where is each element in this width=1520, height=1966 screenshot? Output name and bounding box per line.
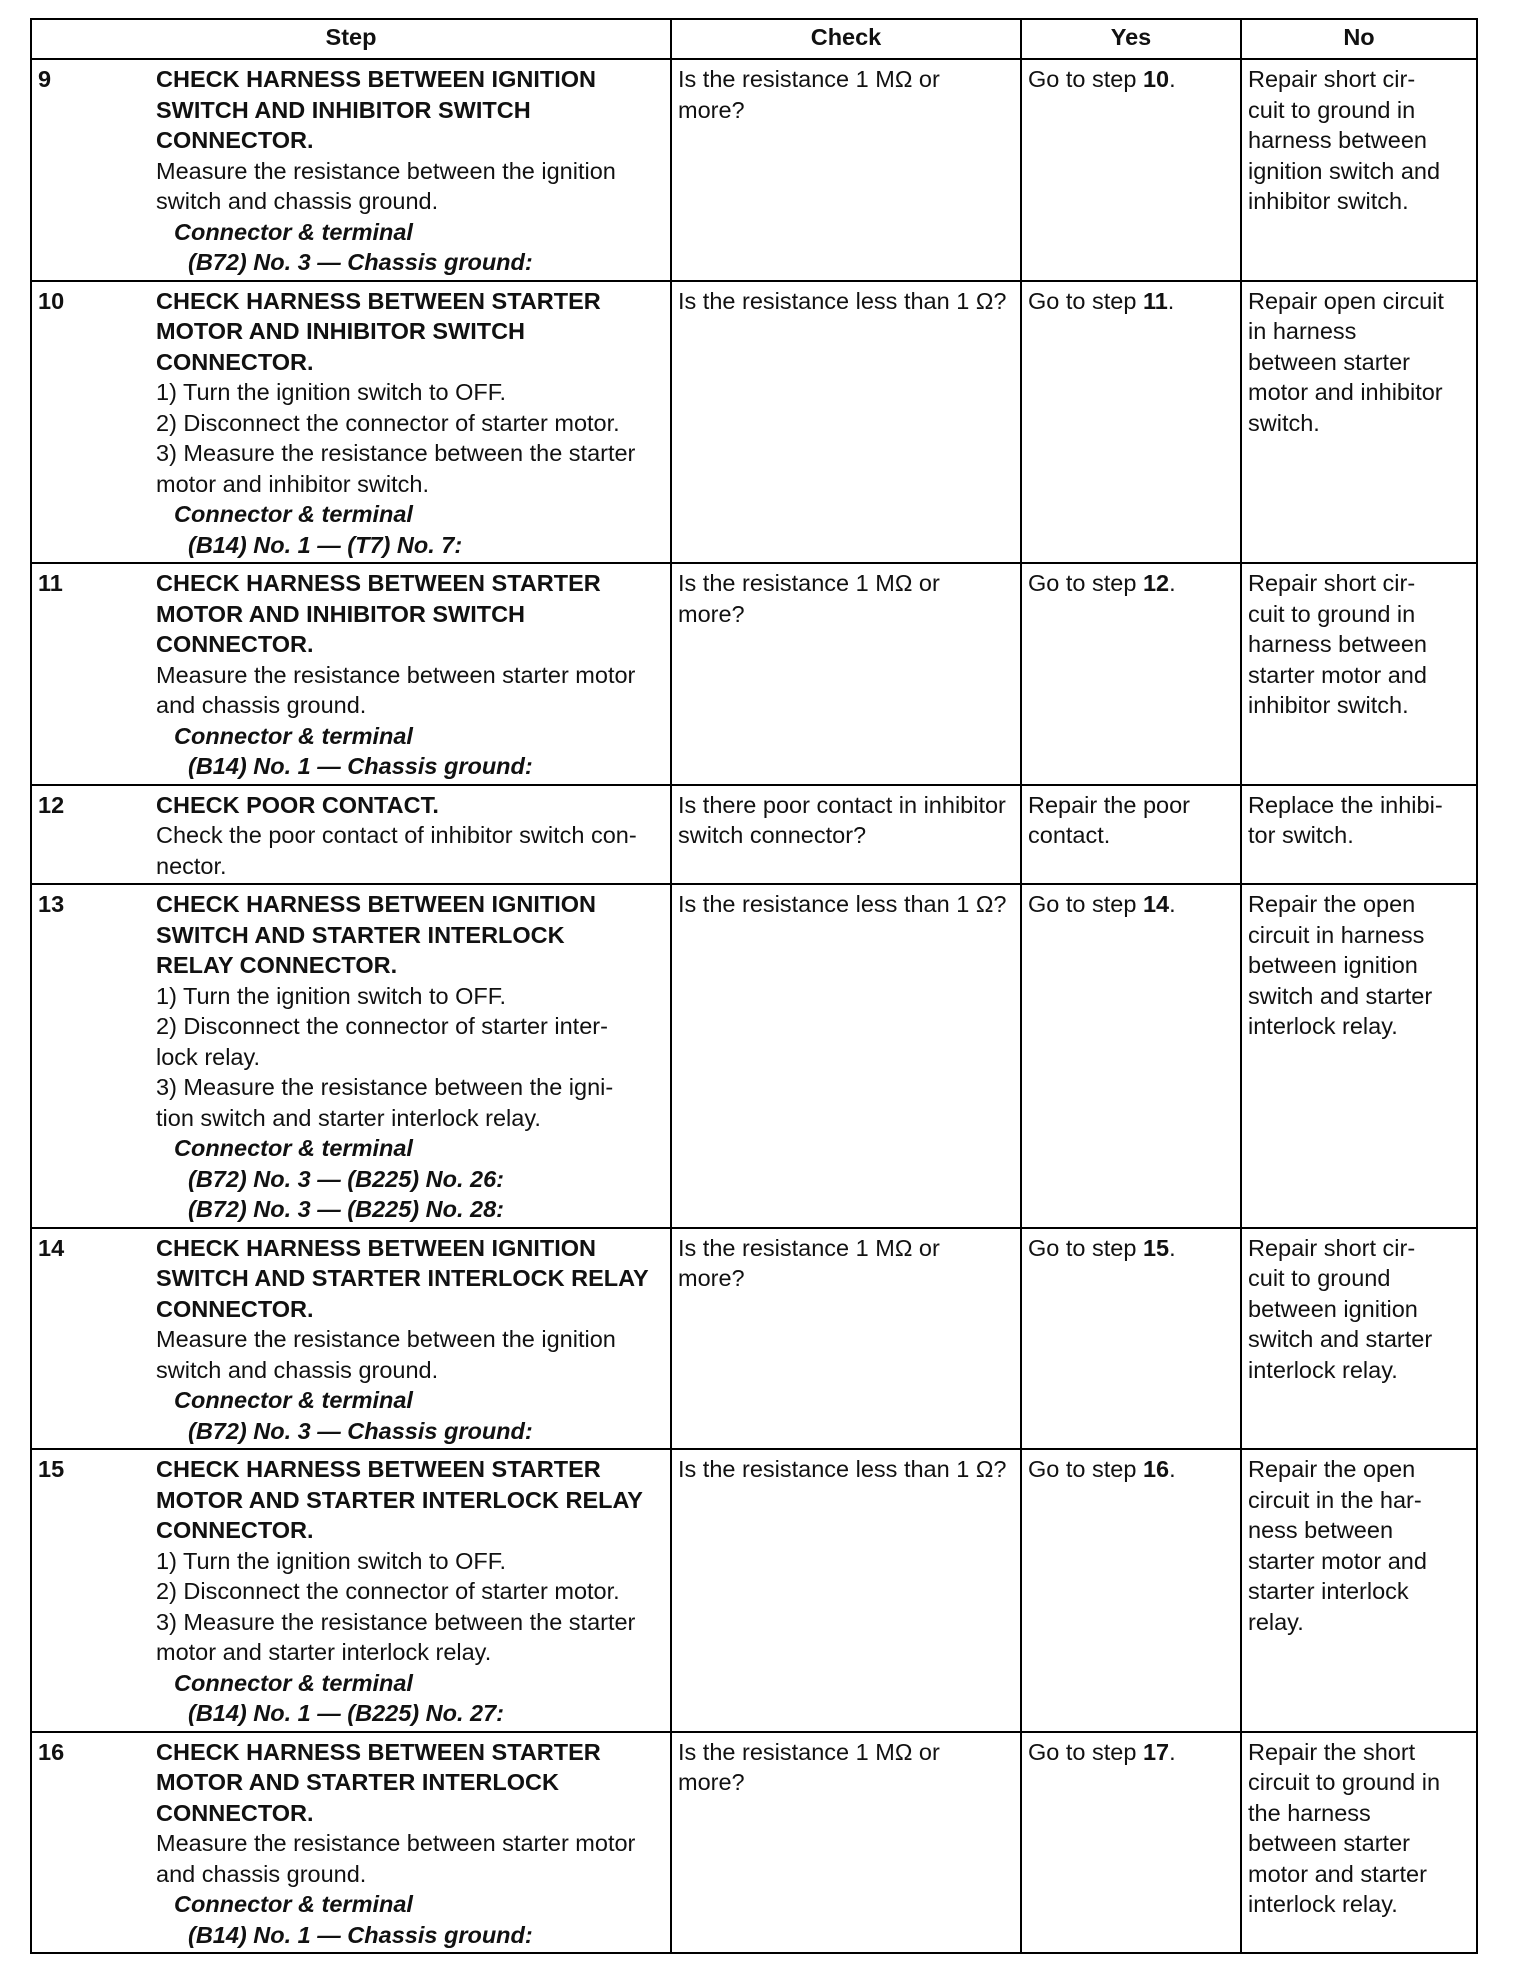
connector-label: Connector & terminal [174,1135,413,1161]
step-wrap [38,1454,664,1729]
step-cell [31,884,671,1228]
yes-cell [1021,59,1241,281]
yes-cell [1021,884,1241,1228]
step-title-line: MOTOR AND STARTER INTERLOCK RELAY [156,1486,643,1513]
step-body [156,1233,664,1447]
connector-label: Connector & terminal [174,218,413,245]
no-line: switch. [1248,409,1320,436]
table-header-row [31,19,1477,59]
step-title-line: CONNECTOR. [156,1295,314,1322]
yes-text: Go to step [1028,570,1143,596]
step-instruction-line: Check the poor contact of inhibitor switch con- [156,822,637,848]
step-instruction-line: nector. [156,852,227,879]
yes-end: . [1169,570,1176,596]
step-instruction-line: 1) Turn the ignition switch to OFF. [156,982,507,1009]
table-row [31,59,1477,281]
check-line: Is the resistance 1 MΩ or [678,66,940,92]
yes-end: . [1169,66,1176,92]
table-row [31,281,1477,564]
step-title-line: CONNECTOR. [156,1517,314,1543]
step-instruction-line: 3) Measure the resistance between the starter [156,1608,636,1635]
no-line: harness between [1248,127,1427,153]
yes-step-link: 10 [1142,66,1170,92]
check-cell [671,884,1021,1228]
yes-text: Repair the poor contact. [1028,791,1190,848]
step-cell [31,1228,671,1450]
step-title-line: CHECK POOR CONTACT. [156,791,439,818]
step-cell [31,563,671,785]
table-row [31,563,1477,785]
step-cell [31,785,671,885]
step-instruction-line: switch and chassis ground. [156,1356,439,1383]
no-line: Repair short cir- [1248,1234,1416,1261]
step-instruction-line: Measure the resistance between the ignition [156,157,616,184]
step-instruction-line: 2) Disconnect the connector of starter inter- [156,1013,608,1039]
step-instruction-line: 3) Measure the resistance between the igni- [156,1074,614,1100]
no-line: the harness [1248,1799,1371,1826]
step-title-line: CHECK HARNESS BETWEEN STARTER [156,570,601,596]
yes-end: . [1169,1456,1176,1482]
no-line: cuit to ground [1248,1265,1391,1291]
no-line: relay. [1248,1608,1304,1635]
step-number: 15 [38,1456,65,1482]
step-body [156,1454,664,1729]
no-line: ignition switch and [1248,157,1441,184]
check-cell [671,563,1021,785]
terminal-spec: (B14) No. 1 — Chassis ground: [188,753,533,779]
step-wrap [38,1233,664,1447]
check-line: Is the resistance 1 MΩ or [678,570,940,596]
connector-label: Connector & terminal [174,1669,413,1696]
yes-step-link: 14 [1142,891,1170,917]
step-number: 12 [38,791,65,818]
step-number: 11 [38,570,63,596]
no-line: Repair short cir- [1248,66,1416,92]
check-line: Is the resistance less than 1 Ω? [678,1456,1007,1482]
step-wrap [38,1737,664,1951]
check-line: Is there poor contact in inhibitor [678,791,1006,818]
no-line: cuit to ground in [1248,600,1416,627]
step-title-line: SWITCH AND STARTER INTERLOCK RELAY [156,1265,649,1291]
no-line: starter motor and [1248,661,1427,688]
step-body [156,286,664,561]
step-instruction-line: lock relay. [156,1043,261,1070]
yes-text: Go to step [1028,891,1143,917]
no-line: switch and starter [1248,1326,1433,1352]
step-instruction-line: 2) Disconnect the connector of starter motor. [156,409,620,436]
no-line: motor and inhibitor [1248,379,1443,405]
no-line: Replace the inhibi- [1248,791,1443,818]
check-cell [671,785,1021,885]
check-line: Is the resistance 1 MΩ or [678,1234,940,1261]
header-yes: Yes [1021,19,1241,59]
step-title-line: MOTOR AND INHIBITOR SWITCH [156,600,526,627]
check-line: Is the resistance less than 1 Ω? [678,891,1007,917]
step-title-line: MOTOR AND STARTER INTERLOCK [156,1769,559,1795]
no-line: in harness [1248,318,1357,344]
check-line: Is the resistance 1 MΩ or [678,1738,940,1765]
check-line: Is the resistance less than 1 Ω? [678,287,1007,314]
step-instruction-line: and chassis ground. [156,1860,367,1887]
no-line: Repair the open [1248,1456,1416,1482]
step-body [156,1737,664,1951]
no-line: circuit to ground in [1248,1769,1441,1795]
yes-step-link: 15 [1142,1234,1170,1261]
step-number: 13 [38,891,65,917]
no-line: between ignition [1248,952,1418,978]
yes-end: . [1167,287,1175,314]
check-cell [671,1732,1021,1954]
check-cell [671,1228,1021,1450]
step-cell [31,1732,671,1954]
yes-step-link: 17 [1142,1738,1170,1765]
step-title-line: CHECK HARNESS BETWEEN IGNITION [156,66,596,92]
check-cell [671,59,1021,281]
yes-cell [1021,1732,1241,1954]
no-line: inhibitor switch. [1248,692,1409,718]
terminal-spec: (B14) No. 1 — (T7) No. 7: [188,531,463,558]
step-title-line: CONNECTOR. [156,631,314,657]
step-cell [31,281,671,564]
step-cell [31,59,671,281]
yes-cell [1021,1449,1241,1732]
terminal-spec: (B14) No. 1 — (B225) No. 27: [188,1700,505,1726]
step-wrap [38,64,664,278]
step-body [156,64,664,278]
check-line: more? [678,96,745,123]
no-cell [1241,785,1477,885]
yes-step-link: 11 [1142,287,1168,314]
no-line: between starter [1248,348,1410,375]
yes-end: . [1169,1738,1176,1765]
terminal-spec: (B72) No. 3 — Chassis ground: [188,1417,533,1444]
step-wrap [38,790,664,882]
step-body [156,790,664,882]
terminal-spec: (B72) No. 3 — (B225) No. 28: [188,1196,505,1222]
step-instruction-line: Measure the resistance between starter motor [156,661,636,688]
connector-label: Connector & terminal [174,501,413,527]
no-cell [1241,563,1477,785]
step-title-line: MOTOR AND INHIBITOR SWITCH [156,318,526,344]
step-instruction-line: 2) Disconnect the connector of starter motor. [156,1578,620,1604]
check-cell [671,281,1021,564]
no-line: interlock relay. [1248,1891,1398,1917]
yes-text: Go to step [1028,1738,1143,1765]
no-line: Repair short cir- [1248,570,1416,596]
step-instruction-line: 1) Turn the ignition switch to OFF. [156,379,507,405]
check-line: more? [678,600,745,627]
yes-end: . [1169,1234,1176,1261]
no-line: Repair the open [1248,891,1416,917]
check-line: switch connector? [678,822,867,848]
no-line: cuit to ground in [1248,96,1416,123]
no-cell [1241,1228,1477,1450]
step-instruction-line: 1) Turn the ignition switch to OFF. [156,1547,507,1574]
step-instruction-line: motor and starter interlock relay. [156,1639,492,1665]
step-instruction-line: 3) Measure the resistance between the starter [156,440,636,466]
table-row [31,1228,1477,1450]
step-instruction-line: tion switch and starter interlock relay. [156,1104,541,1131]
connector-label: Connector & terminal [174,1387,413,1413]
no-line: between starter [1248,1830,1410,1856]
step-number: 9 [38,66,52,92]
step-cell [31,1449,671,1732]
step-title-line: RELAY CONNECTOR. [156,952,398,978]
diagnostic-table [30,18,1478,1954]
step-title-line: CHECK HARNESS BETWEEN STARTER [156,1456,601,1482]
no-line: tor switch. [1248,822,1354,848]
step-title-line: CHECK HARNESS BETWEEN IGNITION [156,1234,596,1261]
yes-text: Go to step [1028,1456,1143,1482]
step-instruction-line: switch and chassis ground. [156,188,439,214]
no-line: starter interlock [1248,1578,1409,1604]
step-title-line: CONNECTOR. [156,1799,314,1826]
yes-end: . [1169,891,1176,917]
step-title-line: SWITCH AND INHIBITOR SWITCH [156,96,531,123]
step-body [156,568,664,782]
step-wrap [38,568,664,782]
step-title-line: CHECK HARNESS BETWEEN STARTER [156,287,601,314]
yes-step-link: 12 [1142,570,1170,596]
no-cell [1241,1449,1477,1732]
terminal-spec: (B14) No. 1 — Chassis ground: [188,1921,533,1948]
check-line: more? [678,1265,745,1291]
yes-text: Go to step [1028,1234,1143,1261]
step-number: 16 [38,1738,65,1765]
step-number: 10 [38,287,65,314]
no-cell [1241,884,1477,1228]
yes-cell [1021,563,1241,785]
step-title-line: CHECK HARNESS BETWEEN STARTER [156,1738,601,1765]
no-line: starter motor and [1248,1547,1427,1574]
table-row [31,1449,1477,1732]
step-instruction-line: Measure the resistance between the ignition [156,1326,616,1352]
no-line: circuit in harness [1248,921,1425,948]
no-cell [1241,281,1477,564]
check-cell [671,1449,1021,1732]
no-line: circuit in the har- [1248,1486,1422,1513]
check-line: more? [678,1769,745,1795]
header-step: Step [31,19,671,59]
yes-text: Go to step [1028,287,1143,314]
no-line: between ignition [1248,1295,1418,1322]
yes-cell [1021,1228,1241,1450]
yes-step-link: 16 [1142,1456,1170,1482]
header-no: No [1241,19,1477,59]
terminal-spec: (B72) No. 3 — (B225) No. 26: [188,1165,505,1192]
step-instruction-line: Measure the resistance between starter motor [156,1830,636,1856]
yes-cell [1021,281,1241,564]
no-line: switch and starter [1248,982,1433,1009]
no-cell [1241,1732,1477,1954]
step-instruction-line: and chassis ground. [156,692,367,718]
step-title-line: SWITCH AND STARTER INTERLOCK [156,921,565,948]
table-row [31,1732,1477,1954]
no-cell [1241,59,1477,281]
no-line: Repair open circuit [1248,287,1444,314]
yes-text: Go to step [1028,66,1143,92]
connector-label: Connector & terminal [174,722,413,749]
step-number: 14 [38,1234,65,1261]
terminal-spec: (B72) No. 3 — Chassis ground: [188,249,533,275]
no-line: Repair the short [1248,1738,1416,1765]
header-check: Check [671,19,1021,59]
connector-label: Connector & terminal [174,1891,413,1917]
step-title-line: CONNECTOR. [156,127,314,153]
step-wrap [38,286,664,561]
no-line: inhibitor switch. [1248,188,1409,214]
step-instruction-line: motor and inhibitor switch. [156,470,429,497]
table-row [31,785,1477,885]
no-line: motor and starter [1248,1860,1427,1887]
no-line: interlock relay. [1248,1356,1398,1383]
step-wrap [38,889,664,1225]
step-body [156,889,664,1225]
yes-cell [1021,785,1241,885]
table-row [31,884,1477,1228]
no-line: ness between [1248,1517,1394,1543]
step-title-line: CONNECTOR. [156,348,314,375]
no-line: harness between [1248,631,1427,657]
no-line: interlock relay. [1248,1013,1398,1039]
step-title-line: CHECK HARNESS BETWEEN IGNITION [156,891,596,917]
